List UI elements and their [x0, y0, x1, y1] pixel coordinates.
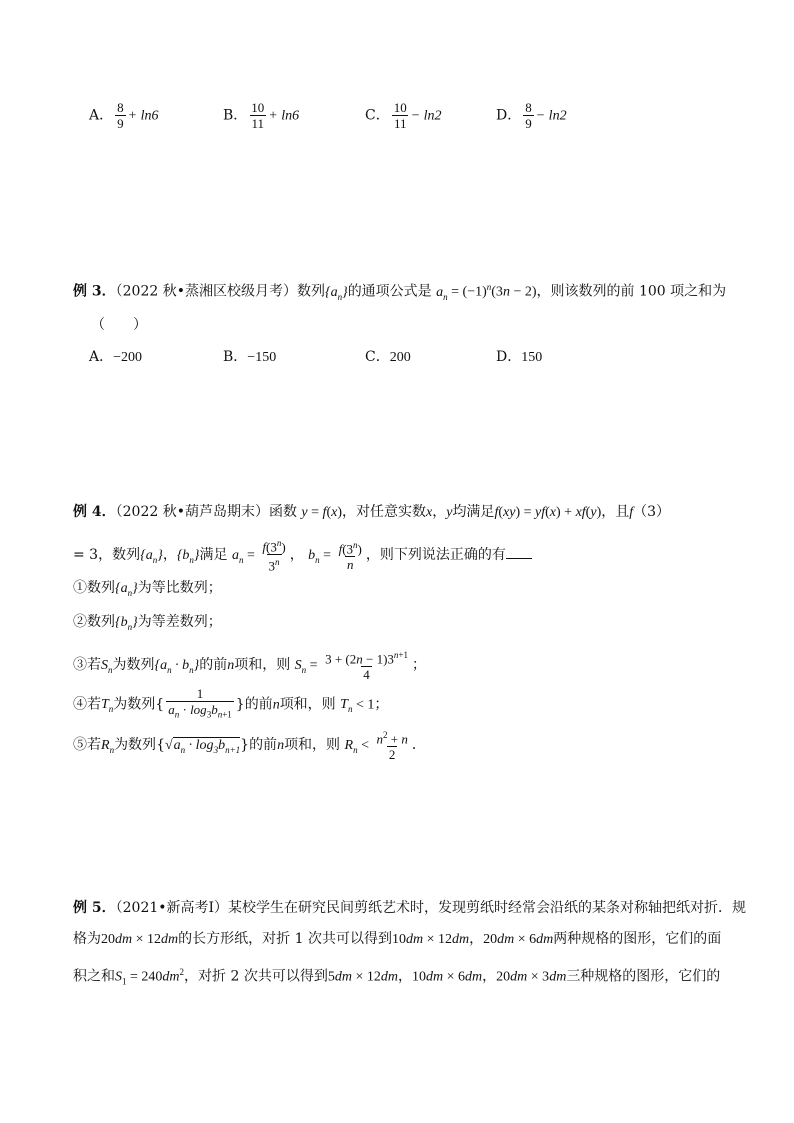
example-5-line1: 例 5．（2021•新高考Ⅰ）某校学生在研究民间剪纸艺术时，发现剪纸时经常会沿纸的某条对称轴把纸对折．规	[73, 900, 747, 916]
example-4-line1: 例 4．（2022 秋•葫芦岛期末）函数 y = f(x)，对任意实数x，y均满足f(xy) = yf(x) + xf(y)，且f（3）	[73, 504, 671, 520]
example-label: 例 5．	[73, 900, 116, 916]
option-d[interactable]: D．150	[496, 349, 543, 365]
example-label: 例 4．	[73, 504, 116, 520]
option-a[interactable]: A． $\frac{8}{9}$ + ln6	[89, 100, 159, 131]
option-b[interactable]: B．−150	[223, 349, 277, 365]
example-label: 例 3．	[73, 283, 116, 300]
option-a[interactable]: A．−200	[89, 349, 143, 365]
example-4	[73, 502, 734, 772]
answer-paren: （ ）	[91, 317, 147, 333]
statement-4: ④若$T_n$为数列{ $\frac{1}{a_n \cdot \log_3b_{n+1}}$ }的前n项和，则 $T_n < 1$；	[73, 686, 388, 723]
option-c[interactable]: C． $\frac{10}{11}$ − ln2	[365, 100, 442, 131]
fraction: $\frac{10}{11}$	[393, 100, 407, 131]
option-c[interactable]: C．200	[365, 349, 411, 365]
example-5	[73, 898, 747, 1008]
statement-2: ②数列$\{b_n\}$为等差数列；	[73, 614, 222, 632]
prev-question-options	[89, 100, 734, 140]
example-3	[73, 277, 734, 377]
example-4-line2: = 3，数列$\{a_n\}$，$\{b_n\}$满足 $a_n$ = $\frac{f(3^n)}{3^n}$ ， $b_n$ = $\frac{f(3^n)}{n}$ ，则下列说法正确的有	[73, 536, 532, 574]
example-3-line1: 例 3．（2022 秋•蒸湘区校级月考）数列$\{a_n\}$的通项公式是 $a_n = (-1)^n(3n - 2)$，则该数列的前 100 项之和为	[73, 282, 727, 302]
option-b[interactable]: B． $\frac{10}{11}$ + ln6	[223, 100, 300, 131]
answer-blank[interactable]	[506, 546, 532, 559]
example-5-line3: 积之和$S_1 = 240dm^2$，对折 2 次共可以得到5dm × 12dm，10dm × 6dm，20dm × 3dm三种规格的图形，它们的	[73, 967, 721, 987]
statement-5: ⑤若$R_n$为数列$\{√a_n \cdot \log_3b_{n+1}\}$的前n项和，则 $R_n$ < $\frac{n^2 + n}{2}$ ．	[73, 730, 426, 763]
example-5-line2: 格为20dm × 12dm的长方形纸，对折 1 次共可以得到10dm × 12dm，20dm × 6dm两种规格的图形，它们的面	[73, 931, 722, 947]
fraction: $\frac{8}{9}$	[525, 100, 532, 131]
statement-1: ①数列$\{a_n\}$为等比数列；	[73, 580, 222, 598]
fraction: $\frac{8}{9}$	[117, 100, 124, 131]
statement-3: ③若$S_n$为数列$\{a_n \cdot b_n\}$的前n项和，则 $S_n$ = $\frac{3 + (2n - 1)3^{n+1}}{4}$ ；	[73, 650, 426, 683]
fraction: $\frac{10}{11}$	[251, 100, 265, 131]
option-d[interactable]: D． $\frac{8}{9}$ − ln2	[496, 100, 567, 131]
